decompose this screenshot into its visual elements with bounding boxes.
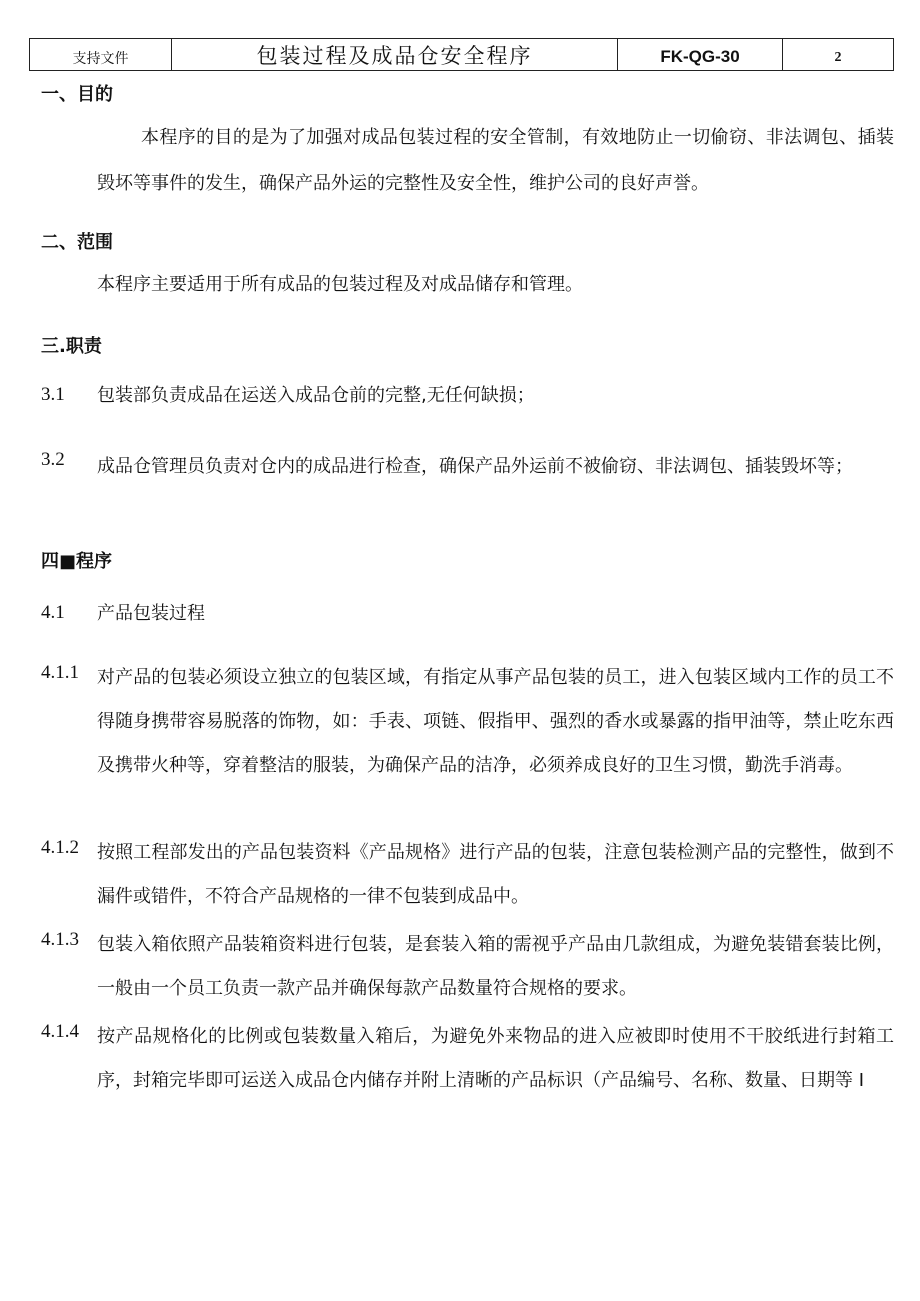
section-duties-heading: 三.职责 (41, 336, 102, 357)
procedure-item-number: 4.1.2 (41, 837, 79, 858)
section-purpose-text: 本程序的目的是为了加强对成品包装过程的安全管制，有效地防止一切偷窃、非法调包、插装毁坏等事件的发生，确保产品外运的完整性及安全性，维护公司的良好声誉。 (97, 127, 894, 194)
section-purpose-heading: 一、目的 (41, 84, 113, 105)
duty-item-number: 3.1 (41, 384, 65, 405)
doc-title-cell: 包装过程及成品仓安全程序 (172, 39, 618, 71)
section-procedure-heading: 四■程序 (41, 551, 113, 572)
doc-type-cell: 支持文件 (30, 39, 172, 71)
document-header (29, 38, 894, 71)
procedure-subsection-number: 4.1 (41, 602, 65, 623)
procedure-subsection-title: 产品包装过程 (97, 603, 205, 624)
procedure-item-text: 按产品规格化的比例或包装数量入箱后，为避免外来物品的进入应被即时使用不干胶纸进行封箱工序，封箱完毕即可运送入成品仓内储存并附上清晰的产品标识（产品编号、名称、数量、日期等 I (97, 1026, 894, 1091)
duty-item-number: 3.2 (41, 449, 65, 470)
duty-item-text: 成品仓管理员负责对仓内的成品进行检查，确保产品外运前不被偷窃、非法调包、插装毁坏等； (97, 456, 853, 477)
procedure-item-text: 包装入箱依照产品装箱资料进行包装，是套装入箱的需视乎产品由几款组成，为避免装错套装比例，一般由一个员工负责一款产品并确保每款产品数量符合规格的要求。 (97, 934, 894, 999)
procedure-item-number: 4.1.3 (41, 929, 79, 950)
procedure-item-number: 4.1.1 (41, 662, 79, 683)
doc-code-cell: FK-QG-30 (618, 39, 783, 71)
page-number-cell: 2 (783, 39, 894, 71)
section-scope-heading: 二、范围 (41, 232, 113, 253)
procedure-item-number: 4.1.4 (41, 1021, 79, 1042)
duty-item-text: 包装部负责成品在运送入成品仓前的完整,无任何缺损； (97, 385, 535, 406)
procedure-item-text: 按照工程部发出的产品包装资料《产品规格》进行产品的包装，注意包装检测产品的完整性，做到不漏件或错件，不符合产品规格的一律不包装到成品中。 (97, 842, 894, 907)
section-scope-text: 本程序主要适用于所有成品的包装过程及对成品储存和管理。 (97, 274, 583, 295)
procedure-item-text: 对产品的包装必须设立独立的包装区域，有指定从事产品包装的员工，进入包装区域内工作的员工不得随身携带容易脱落的饰物，如：手表、项链、假指甲、强烈的香水或暴露的指甲油等，禁止吃东西及携带火种等，穿着整洁的服装，为确保产品的洁净，必须养成良好的卫生习惯，勤洗手消毒。 (97, 667, 894, 776)
